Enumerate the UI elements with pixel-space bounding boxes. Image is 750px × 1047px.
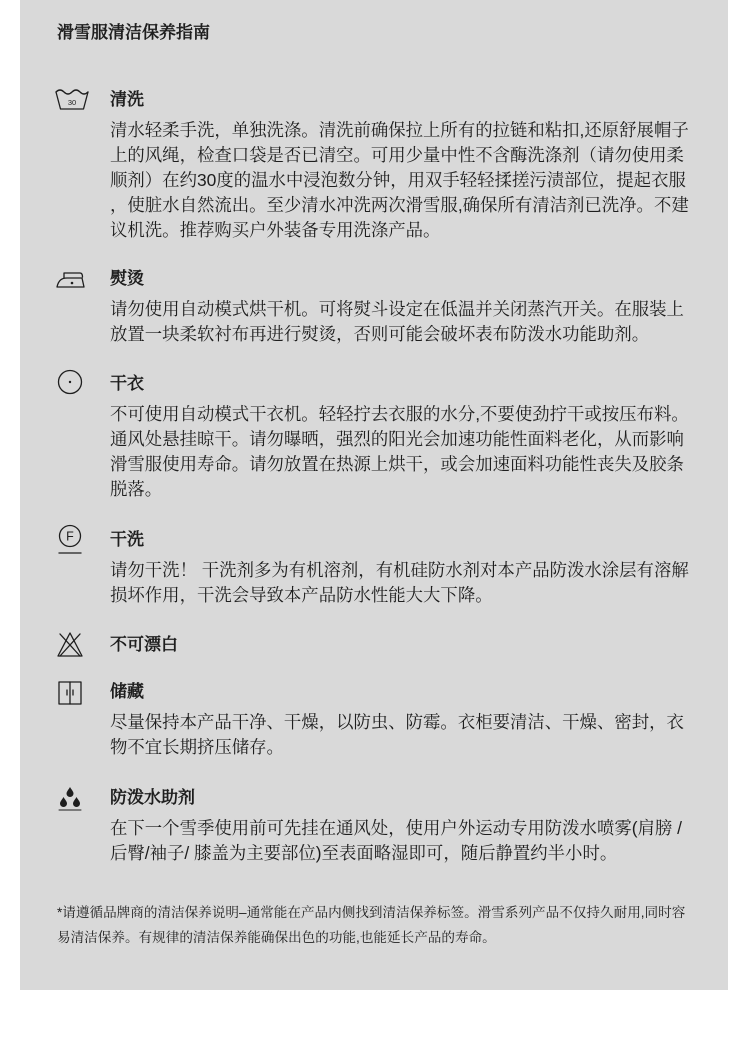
section-heading: 干衣: [110, 374, 144, 393]
body-line: 不可使用自动模式干衣机。轻轻拧去衣服的水分,不要使劲拧干或按压布料。: [110, 404, 689, 424]
page-title: 滑雪服清洁保养指南: [57, 23, 210, 42]
section-heading: 防泼水助剂: [110, 788, 195, 807]
section-body: [110, 710, 725, 760]
section-heading: 熨烫: [110, 269, 144, 288]
body-line: 议机洗。推荐购买户外装备专用洗涤产品。: [110, 220, 441, 240]
section-heading: 不可漂白: [110, 635, 178, 654]
section-body: [110, 297, 725, 347]
body-line: 通风处悬挂晾干。请勿曝晒，强烈的阳光会加速功能性面料老化，从而影响: [110, 429, 684, 449]
section-body: [110, 558, 725, 608]
section-storage: [0, 680, 750, 757]
body-line: 上的风绳，检查口袋是否已清空。可用少量中性不含酶洗涤剂（请勿使用柔: [110, 145, 684, 165]
section-body: [110, 118, 725, 243]
body-line: 顺剂）在约30度的温水中浸泡数分钟，用双手轻轻揉搓污渍部位，提起衣服: [110, 170, 686, 190]
hand-wash-30-icon: [54, 86, 90, 112]
no-bleach-icon: [56, 631, 84, 659]
footnote-line: *请遵循品牌商的清洁保养说明–通常能在产品内侧找到清洁保养标签。滑雪系列产品不仅持久耐用,同时容: [57, 905, 686, 920]
section-heading: 储藏: [110, 682, 144, 701]
section-body: [110, 816, 725, 866]
wash-temperature-label: 30: [67, 98, 77, 107]
section-iron: [0, 267, 750, 344]
water-drops-icon: [56, 785, 84, 811]
section-heading: 清洗: [110, 90, 144, 109]
footnote: [57, 900, 725, 950]
section-water-repellent: [0, 786, 750, 863]
body-line: 后臀/袖子/ 膝盖为主要部位)至表面略湿即可，随后静置约半小时。: [110, 843, 618, 863]
body-line: 尽量保持本产品干净、干燥，以防虫、防霉。衣柜要清洁、干燥、密封，衣: [110, 712, 684, 732]
wardrobe-icon: [57, 680, 83, 706]
section-wash: [0, 88, 750, 240]
body-line: 损坏作用，干洗会导致本产品防水性能大大下降。: [110, 585, 493, 605]
section-dry-clean: [0, 528, 750, 605]
body-line: 请勿使用自动模式烘干机。可将熨斗设定在低温并关闭蒸汽开关。在服装上: [110, 299, 684, 319]
footnote-line: 易清洁保养。有规律的清洁保养能确保出色的功能,也能延长产品的寿命。: [57, 930, 496, 945]
body-line: 放置一块柔软衬布再进行熨烫，否则可能会破坏表布防泼水功能助剂。: [110, 324, 650, 344]
body-line: 在下一个雪季使用前可先挂在通风处，使用户外运动专用防泼水喷雾(肩膀 /: [110, 818, 682, 838]
body-line: 滑雪服使用寿命。请勿放置在热源上烘干，或会加速面料功能性丧失及胶条: [110, 454, 684, 474]
section-dry: [0, 372, 750, 499]
section-heading: 干洗: [110, 530, 144, 549]
body-line: 清水轻柔手洗，单独洗涤。清洗前确保拉上所有的拉链和粘扣,还原舒展帽子: [110, 120, 689, 140]
section-no-bleach: [0, 633, 750, 663]
body-line: 物不宜长期挤压储存。: [110, 737, 284, 757]
body-line: 脱落。: [110, 479, 163, 499]
iron-icon: [55, 268, 87, 290]
body-line: 请勿干洗！ 干洗剂多为有机溶剂，有机硅防水剂对本产品防泼水涂层有溶解: [110, 560, 689, 580]
section-body: [110, 402, 725, 502]
dry-clean-letter: F: [66, 529, 74, 544]
dry-circle-dot-icon: [56, 368, 84, 396]
body-line: ，使脏水自然流出。至少清水冲洗两次滑雪服,确保所有清洁剂已洗净。不建: [110, 195, 689, 215]
dry-clean-f-icon: [56, 524, 84, 556]
